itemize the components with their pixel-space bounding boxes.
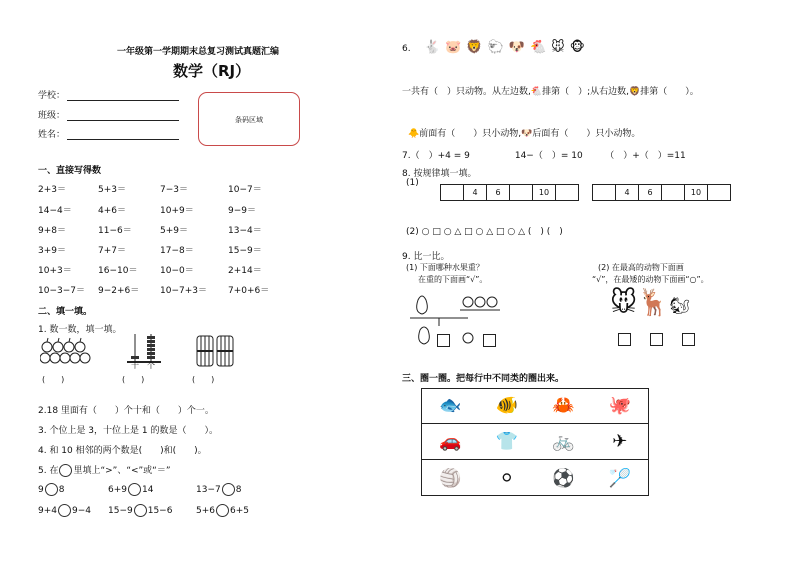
sequence-cell[interactable] <box>593 185 616 200</box>
lion-icon: 🦁 <box>466 40 483 55</box>
sequence-cell[interactable] <box>510 185 533 200</box>
problem: 7−3＝ <box>160 185 188 195</box>
stick-bundles-illustration <box>195 332 239 370</box>
sequence-cell: 4 <box>616 185 639 200</box>
sequence-cell: 6 <box>487 185 510 200</box>
q6-line1-c: 排第（ ）。 <box>640 87 699 97</box>
problem: 9−9＝ <box>228 206 256 216</box>
problem: 16−10＝ <box>98 266 138 276</box>
grid-row <box>422 425 648 460</box>
compare-right: 15−6 <box>147 506 173 516</box>
circle-odd-one-grid <box>421 388 649 496</box>
answer-box-pear[interactable] <box>437 334 450 347</box>
compare-circle[interactable] <box>222 483 235 496</box>
animal-row <box>424 36 590 55</box>
animals-height-illustration <box>610 288 690 318</box>
sequence-cell[interactable] <box>441 185 464 200</box>
dog-icon: 🐶 <box>521 129 533 139</box>
school-field[interactable] <box>38 88 179 101</box>
soccer-ball-icon[interactable]: ⚽ <box>552 467 575 489</box>
section3-title: 三、圈一圈。把每行中不同类的圈出来。 <box>402 374 565 384</box>
squirrel-icon: 🐿 <box>669 296 690 315</box>
problem: 10−0＝ <box>160 266 194 276</box>
q5-text <box>38 463 171 477</box>
compare-item <box>38 504 91 517</box>
circle-icon <box>59 464 72 477</box>
q4-text: 4. 和 10 相邻的两个数是( )和( )。 <box>38 446 207 456</box>
fish-icon[interactable]: 🐠 <box>495 395 518 416</box>
crab-icon[interactable]: 🦀 <box>552 395 575 416</box>
lion-icon: 🦁 <box>629 87 641 97</box>
sequence-cell: 10 <box>685 185 708 200</box>
problem: 13−4＝ <box>228 226 262 236</box>
compare-right: 14 <box>142 485 154 495</box>
subject-title: 数学（RJ） <box>173 62 251 80</box>
q8-title: 8. 按规律填一填。 <box>402 169 477 179</box>
problem: 10−7+3＝ <box>160 286 207 296</box>
section1-title: 一、直接写得数 <box>38 166 102 176</box>
deer-icon: 🦌 <box>637 288 670 318</box>
compare-left: 15−9 <box>108 506 133 516</box>
volleyball-icon[interactable]: 🏐 <box>439 467 462 489</box>
sequence-cell: 4 <box>464 185 487 200</box>
chicken-icon: 🐥 <box>408 129 420 139</box>
sweater-icon[interactable]: 👕 <box>495 431 518 452</box>
apples-illustration <box>40 336 96 368</box>
answer-box-cherry[interactable] <box>483 334 496 347</box>
problem: 2+14＝ <box>228 266 262 276</box>
problem: 10−7＝ <box>228 185 262 195</box>
q6-label: 6. <box>402 44 411 54</box>
grid-row <box>422 461 648 496</box>
q9-part2-line2: “√”，在最矮的动物下面画“○”。 <box>592 275 709 284</box>
answer-box-squirrel[interactable] <box>682 333 695 346</box>
q6-line2 <box>408 126 640 139</box>
problem: 14−4＝ <box>38 206 72 216</box>
ball-icon[interactable]: ⚪ <box>499 467 515 489</box>
dog-icon: 🐶 <box>508 40 525 55</box>
problem: 5+3＝ <box>98 185 126 195</box>
mouse-icon: 🐭 <box>610 288 638 318</box>
q5-prefix: 5. 在 <box>38 466 59 476</box>
compare-right: 8 <box>58 485 65 495</box>
pig-icon: 🐷 <box>445 40 462 55</box>
class-blank[interactable] <box>67 110 179 121</box>
compare-circle[interactable] <box>134 504 147 517</box>
problem: 15−9＝ <box>228 246 262 256</box>
grid-row <box>422 389 648 424</box>
compare-left: 6+9 <box>108 485 127 495</box>
sequence-cell: 10 <box>533 185 556 200</box>
q9-title: 9. 比一比。 <box>402 252 450 262</box>
sequence-cell[interactable] <box>662 185 685 200</box>
q6-line2-b: 后面有（ ）只小动物。 <box>532 129 641 139</box>
compare-circle[interactable] <box>128 483 141 496</box>
monkey-icon: 🐵 <box>569 40 585 55</box>
plane-icon[interactable]: ✈ <box>612 431 628 452</box>
exam-title: 一年级第一学期期末总复习测试真题汇编 <box>117 47 280 57</box>
problem: 10+9＝ <box>160 206 194 216</box>
school-label: 学校： <box>38 91 66 101</box>
class-field[interactable] <box>38 108 179 121</box>
compare-right: 8 <box>235 485 242 495</box>
name-blank[interactable] <box>67 129 179 140</box>
q8-sub2: (2) ○ □ ○ △ □ ○ △ □ ○ △ ( ) ( ) <box>406 227 563 237</box>
mouse-icon: 🐭 <box>551 40 565 55</box>
barcode-label: 条码区域 <box>235 116 263 124</box>
q6-line2-a: 前面有（ ）只小动物, <box>419 129 522 139</box>
compare-circle[interactable] <box>58 504 71 517</box>
problem: 7+7＝ <box>98 246 126 256</box>
problem: 11−6＝ <box>98 226 132 236</box>
problem: 3+9＝ <box>38 246 66 256</box>
problem: 4+6＝ <box>98 206 126 216</box>
q1-blank-abacus[interactable]: ( ) <box>122 375 145 384</box>
q1-text: 1. 数一数，填一填。 <box>38 325 122 335</box>
q6-line1-b: 排第（ ）;从右边数, <box>542 87 629 97</box>
q1-blank-apples[interactable]: ( ) <box>42 375 65 384</box>
chicken-icon: 🐔 <box>530 87 543 97</box>
answer-box-mouse[interactable] <box>618 333 631 346</box>
q1-blank-sticks[interactable]: ( ) <box>192 375 215 384</box>
abacus-tens-label: 十 <box>131 361 139 370</box>
compare-item <box>108 504 172 517</box>
compare-item <box>108 483 153 496</box>
balance-scale-illustration <box>408 288 518 352</box>
section2-title: 二、填一填。 <box>38 307 93 317</box>
q6-line1-a: 一共有（ ）只动物。从左边数, <box>402 87 531 97</box>
compare-item <box>196 483 241 496</box>
name-field[interactable] <box>38 127 179 140</box>
problem: 7+0+6＝ <box>228 286 270 296</box>
compare-right: 9−4 <box>72 506 91 516</box>
sheep-icon: 🐑 <box>487 40 504 55</box>
problem: 9−2+6＝ <box>98 286 140 296</box>
sequence-left <box>440 184 579 201</box>
answer-box-deer[interactable] <box>650 333 663 346</box>
compare-left: 5+6 <box>196 506 215 516</box>
school-blank[interactable] <box>67 90 179 101</box>
problem: 9+8＝ <box>38 226 66 236</box>
compare-circle[interactable] <box>216 504 229 517</box>
problem: 17−8＝ <box>160 246 194 256</box>
q2-text: 2.18 里面有（ ）个十和（ ）个一。 <box>38 406 214 416</box>
name-label: 姓名： <box>38 130 66 140</box>
compare-item <box>196 504 249 517</box>
compare-left: 9+4 <box>38 506 57 516</box>
q9-part1-line1: (1) 下面哪种水果重？ <box>406 263 484 272</box>
chicken-icon: 🐔 <box>529 40 547 55</box>
problem: 10+3＝ <box>38 266 72 276</box>
q5-suffix: 里填上“>”、“<”或“＝” <box>73 466 171 476</box>
compare-right: 6+5 <box>230 506 249 516</box>
abacus-illustration <box>123 330 165 370</box>
shuttlecock-icon[interactable]: 🏸 <box>608 467 631 489</box>
problem: 2+3＝ <box>38 185 66 195</box>
sequence-right <box>592 184 731 201</box>
problem: 10−3−7＝ <box>38 286 85 296</box>
compare-item <box>38 483 64 496</box>
class-label: 班级： <box>38 111 66 121</box>
sequence-cell[interactable] <box>708 185 730 200</box>
fish-icon[interactable]: 🐟 <box>439 395 462 416</box>
barcode-area <box>198 92 300 146</box>
sequence-cell[interactable] <box>556 185 578 200</box>
compare-left: 9 <box>38 485 44 495</box>
problem: 5+9＝ <box>160 226 188 236</box>
car-icon[interactable]: 🚗 <box>439 431 462 452</box>
compare-circle[interactable] <box>45 483 58 496</box>
q8-sub1: (1) <box>406 178 419 188</box>
q6-line1 <box>402 84 699 97</box>
compare-left: 13−7 <box>196 485 221 495</box>
sequence-cell: 6 <box>639 185 662 200</box>
bicycle-icon[interactable]: 🚲 <box>552 431 575 452</box>
q9-part2-line1: (2) 在最高的动物下面画 <box>598 263 684 272</box>
q3-text: 3. 个位上是 3，十位上是 1 的数是（ ）。 <box>38 426 218 436</box>
q9-part1-line2: 在重的下面画“√”。 <box>418 275 488 284</box>
octopus-icon[interactable]: 🐙 <box>608 395 631 416</box>
q7-text: 7.（ ）+4 = 9 14−（ ）= 10 （ ）+（ ）=11 <box>402 151 686 161</box>
rabbit-icon: 🐇 <box>424 40 441 55</box>
abacus-ones-label: 个 <box>147 361 155 370</box>
